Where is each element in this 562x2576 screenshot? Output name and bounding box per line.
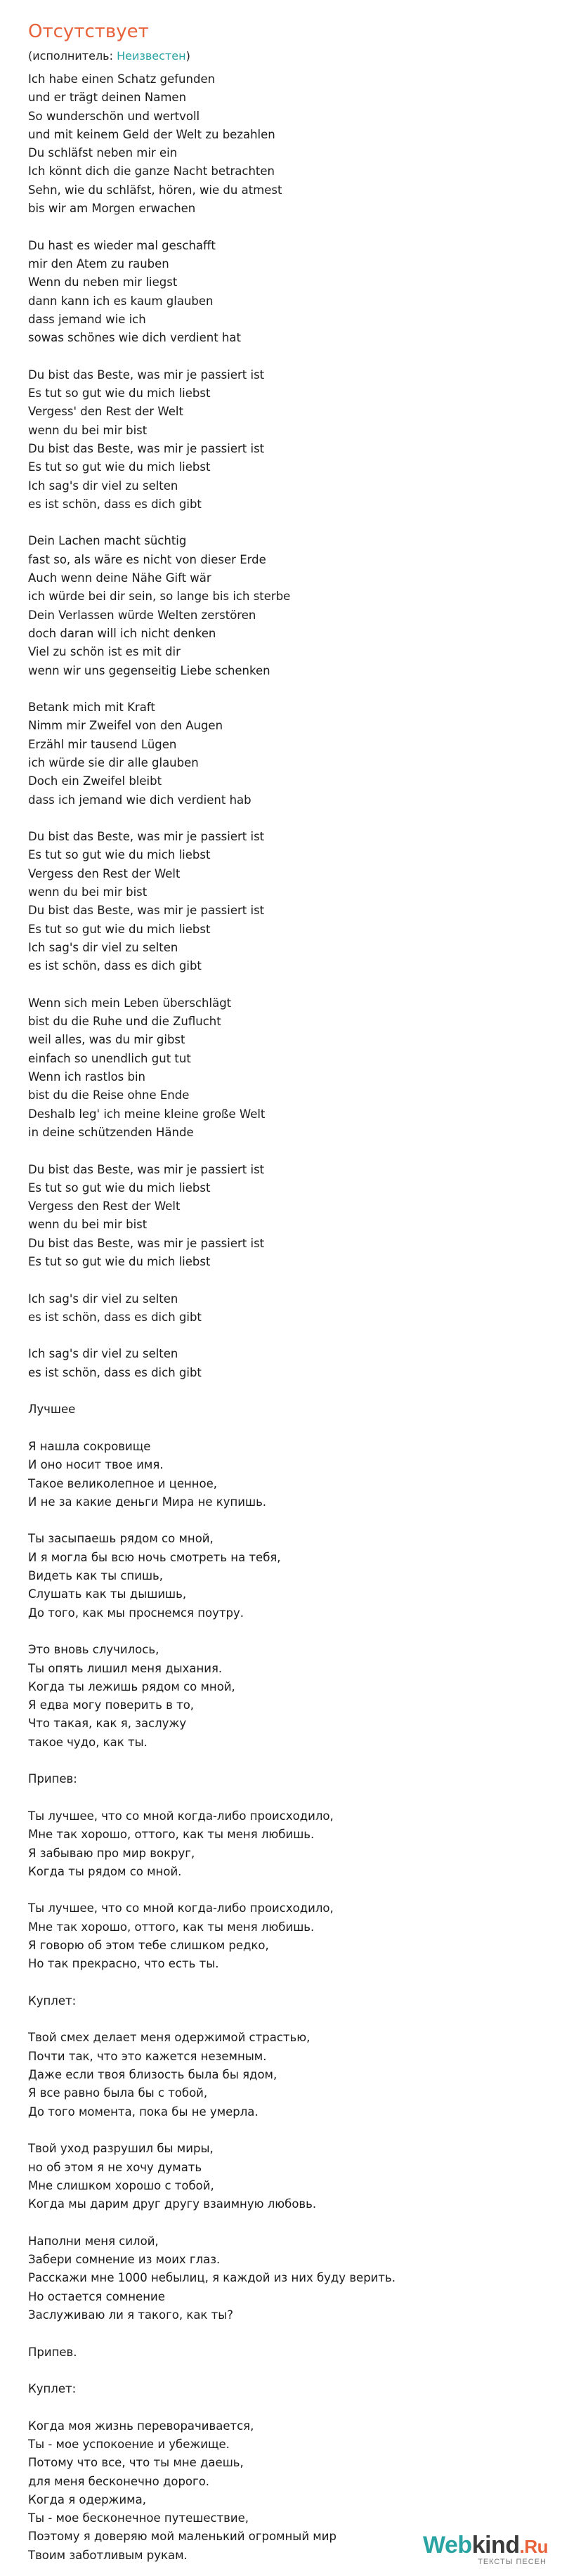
webkind-logo-tagline: ТЕКСТЫ ПЕСЕН xyxy=(478,2558,547,2566)
artist-line xyxy=(28,49,190,63)
webkind-logo-kind: kind xyxy=(471,2532,520,2558)
webkind-logo-wordmark xyxy=(423,2532,548,2559)
artist-prefix: (исполнитель: xyxy=(28,49,117,63)
artist-link[interactable]: Неизвестен xyxy=(117,49,186,63)
song-title: Отсутствует xyxy=(28,21,149,42)
artist-suffix: ) xyxy=(185,49,190,63)
webkind-logo[interactable] xyxy=(423,2532,548,2566)
webkind-logo-ru: .Ru xyxy=(519,2536,548,2557)
webkind-logo-web: Web xyxy=(423,2532,472,2558)
lyrics-text: Ich habe einen Schatz gefunden und er trägt deinen Namen So wunderschön und wertvoll und mit keinem Geld der Welt zu bezahlen Du schläfst neben mir ein Ich könnt dich die ganze Nacht betrachten Sehn, wie du schläfst, hören, wie du atmest bis wir am Morgen erwachen Du hast es wieder mal geschafft mir den Atem zu rauben Wenn du neben mir liegst dann kann ich es kaum glauben dass jemand wie ich sowas schönes wie dich verdient hat Du bist das Beste, was mir je passiert ist Es tut so gut wie du mich liebst Vergess' den Rest der Welt wenn du bei mir bist Du bist das Beste, was mir je passiert ist Es tut so gut wie du mich liebst Ich sag's dir viel zu selten es ist schön, dass es dich gibt Dein Lachen macht süchtig fast so, als wäre es nicht von dieser Erde Auch wenn deine Nähe Gift wär ich würde bei dir sein, so lange bis ich sterbe Dein Verlassen würde Welten zerstören doch daran will ich nicht denken Viel zu schön ist es mit dir wenn wir uns gegenseitig Liebe schenken Betank mich mit Kraft Nimm mir Zweifel von den Augen Erzähl mir tausend Lügen ich würde sie dir alle glauben Doch ein Zweifel bleibt dass ich jemand wie dich verdient hab Du bist das Beste, was mir je passiert ist Es tut so gut wie du mich liebst Vergess den Rest der Welt wenn du bei mir bist Du bist das Beste, was mir je passiert ist Es tut so gut wie du mich liebst Ich sag's dir viel zu selten es ist schön, dass es dich gibt Wenn sich mein Leben überschlägt bist du die Ruhe und die Zuflucht weil alles, was du mir gibst einfach so unendlich gut tut Wenn ich rastlos bin bist du die Reise ohne Ende Deshalb leg' ich meine kleine große Welt in deine schützenden Hände Du bist das Beste, was mir je passiert ist Es tut so gut wie du mich liebst Vergess den Rest der Welt wenn du bei mir bist Du bist das Beste, was mir je passiert ist Es tut so gut wie du mich liebst Ich sag's dir viel zu selten es ist schön, dass es dich gibt Ich sag's dir viel zu selten es ist schön, dass es dich gibt Лучшее Я нашла сокровище И оно носит твое имя. Такое великолепное и ценное, И не за какие деньги Мира не купишь. Ты засыпаешь рядом со мной, И я могла бы всю ночь смотреть на тебя, Видеть как ты спишь, Слушать как ты дышишь, До того, как мы проснемся поутру. Это вновь случилось, Ты опять лишил меня дыхания. Когда ты лежишь рядом со мной, Я едва могу поверить в то, Что такая, как я, заслужу такое чудо, как ты. Припев: Ты лучшее, что со мной когда-либо происходило, Мне так хорошо, оттого, как ты меня любишь. Я забываю про мир вокруг, Когда ты рядом со мной. Ты лучшее, что со мной когда-либо происходило, Мне так хорошо, оттого, как ты меня любишь. Я говорю об этом тебе слишком редко, Но так прекрасно, что есть ты. Куплет: Твой смех делает меня одержимой страстью, Почти так, что это кажется неземным. Даже если твоя близость была бы ядом, Я все равно была бы с тобой, До того момента, пока бы не умерла. Твой уход разрушил бы миры, но об этом я не хочу думать Мне слишком хорошо с тобой, Когда мы дарим друг другу взаимную любовь. Наполни меня силой, Забери сомнение из моих глаз. Расскажи мне 1000 небылиц, я каждой из них буду верить. Но остается сомнение Заслуживаю ли я такого, как ты? Припев. Куплет: Когда моя жизнь переворачивается, Ты - мое успокоение и убежище. Потому что все, что ты мне даешь, для меня бесконечно дорого. Когда я одержима, Ты - мое бесконечное путешествие, Поэтому я доверяю мой маленький огромный мир Твоим заботливым рукам. xyxy=(28,72,396,2562)
